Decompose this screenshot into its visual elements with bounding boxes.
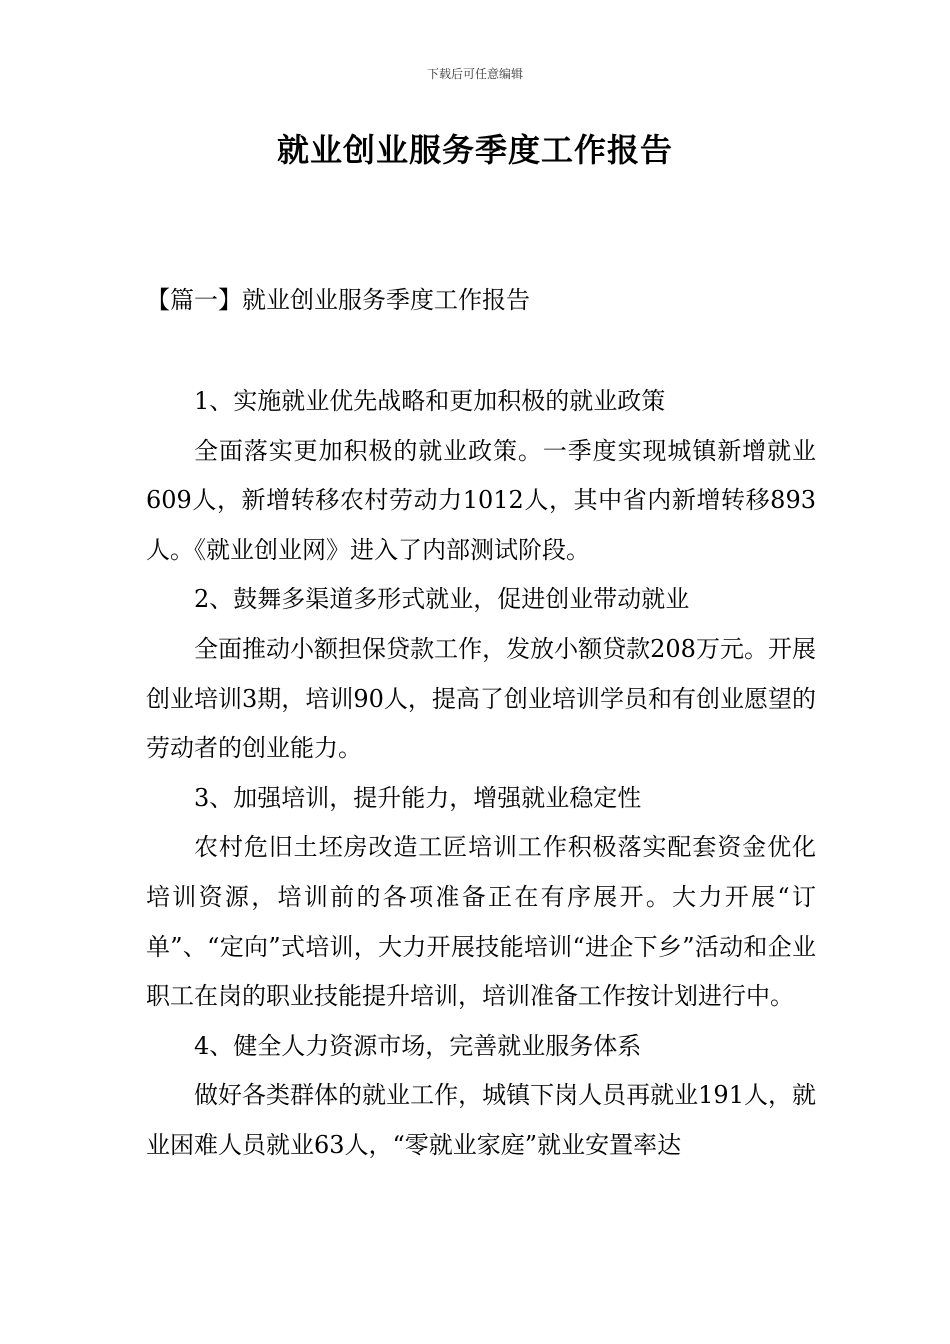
document-body [146, 377, 816, 1171]
paragraph-4: 做好各类群体的就业工作，城镇下岗人员再就业191人，就业困难人员就业63人，“零就业家庭”就业安置率达 [146, 1081, 816, 1159]
document-title: 就业创业服务季度工作报告 [276, 131, 673, 169]
heading-2: 2、鼓舞多渠道多形式就业，促进创业带动就业 [194, 585, 690, 614]
header-note: 下载后可任意编辑 [426, 67, 523, 81]
paragraph-3: 农村危旧土坯房改造工匠培训工作积极落实配套资金优化培训资源，培训前的各项准备正在有序展开。大力开展“订单”、“定向”式培训，大力开展技能培训“进企下乡”活动和企业职工在岗的职业技能提升培训，培训准备工作按计划进行中。 [146, 833, 816, 1011]
heading-1: 1、实施就业优先战略和更加积极的就业政策 [194, 387, 666, 415]
heading-4: 4、健全人力资源市场，完善就业服务体系 [194, 1031, 642, 1060]
section-title: 【篇一】就业创业服务季度工作报告 [146, 286, 530, 314]
paragraph-2: 全面推动小额担保贷款工作，发放小额贷款208万元。开展创业培训3期，培训90人，提高了创业培训学员和有创业愿望的劳动者的创业能力。 [146, 634, 816, 763]
heading-3: 3、加强培训，提升能力，增强就业稳定性 [194, 783, 642, 812]
paragraph-1: 全面落实更加积极的就业政策。一季度实现城镇新增就业609人，新增转移农村劳动力1012人，其中省内新增转移893人。《就业创业网》进入了内部测试阶段。 [146, 436, 816, 564]
